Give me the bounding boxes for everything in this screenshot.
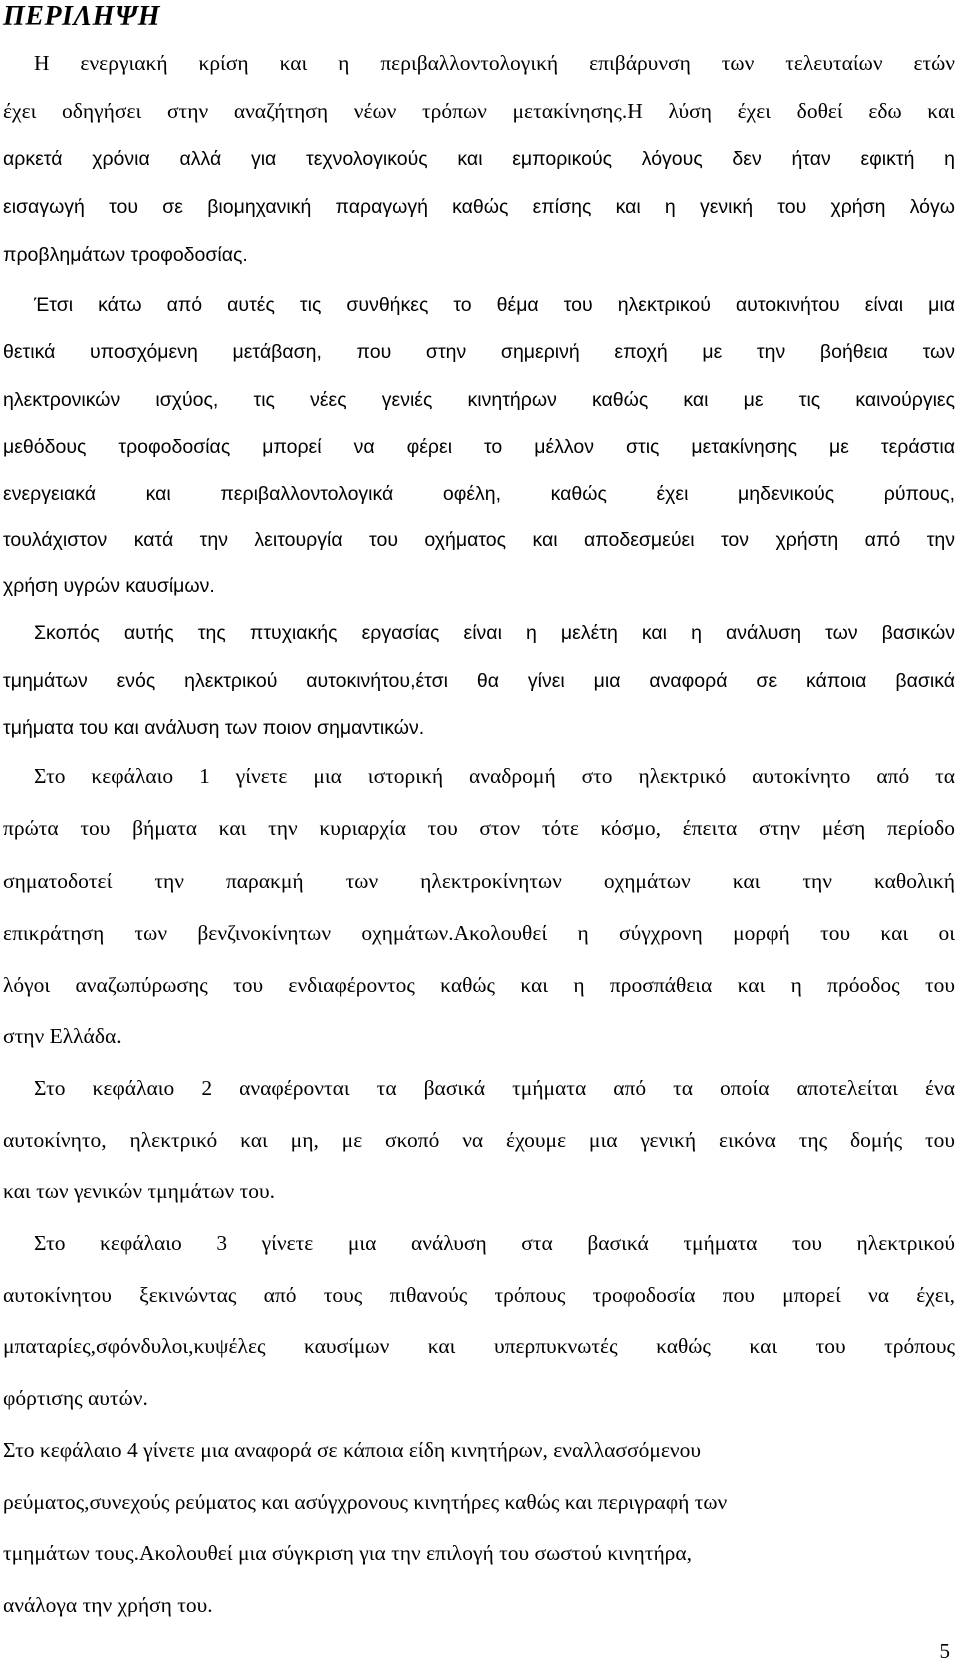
text-line: ενεργειακά και περιβαλλοντολογικά οφέλη, καθώς έχει μηδενικούς ρύπους, [3, 483, 955, 505]
text-line: Στο κεφάλαιο 2 αναφέρονται τα βασικά τμήματα από τα οποία αποτελείται ένα [34, 1076, 955, 1100]
text-line: στην Ελλάδα. [3, 1024, 122, 1048]
text-line: χρήση υγρών καυσίμων. [3, 575, 215, 597]
text-line: Στο κεφάλαιο 1 γίνετε μια ιστορική αναδρομή στο ηλεκτρικό αυτοκίνητο από τα [34, 764, 955, 788]
text-line: αυτοκίνητο, ηλεκτρικό και μη, με σκοπό να έχουμε μια γενική εικόνα της δομής του [3, 1128, 955, 1152]
text-line: τμημάτων ενός ηλεκτρικού αυτοκινήτου,έτσι θα γίνει μια αναφορά σε κάποια βασικά [3, 670, 955, 692]
text-line: ρεύματος,συνεχούς ρεύματος και ασύγχρονους κινητήρες καθώς και περιγραφή των [3, 1490, 728, 1514]
text-line: τουλάχιστον κατά την λειτουργία του οχήματος και αποδεσμεύει τον χρήστη από την [3, 529, 955, 551]
text-line: λόγοι αναζωπύρωσης του ενδιαφέροντος καθώς και η προσπάθεια και η πρόοδος του [3, 973, 955, 997]
text-line: τμήματα του και ανάλυση των ποιον σημαντικών. [3, 717, 425, 739]
text-line: φόρτισης αυτών. [3, 1386, 148, 1410]
text-line: Η ενεργιακή κρίση και η περιβαλλοντολογική επιβάρυνση των τελευταίων ετών [34, 51, 955, 75]
text-line: προβλημάτων τροφοδοσίας. [3, 244, 248, 266]
text-line: πρώτα του βήματα και την κυριαρχία του στον τότε κόσμο, έπειτα στην μέση περίοδο [3, 816, 955, 840]
text-line: Στο κεφάλαιο 4 γίνετε μια αναφορά σε κάποια είδη κινητήρων, εναλλασσόμενου [3, 1438, 701, 1462]
text-line: αρκετά χρόνια αλλά για τεχνολογικούς και εμπορικούς λόγους δεν ήταν εφικτή η [3, 148, 955, 170]
text-line: ηλεκτρονικών ισχύος, τις νέες γενιές κινητήρων καθώς και με τις καινούργιες [3, 389, 955, 411]
text-line: μεθόδους τροφοδοσίας μπορεί να φέρει το μέλλον στις μετακίνησης με τεράστια [3, 436, 955, 458]
page-number: 5 [939, 1639, 950, 1663]
text-line: και των γενικών τμημάτων του. [3, 1179, 276, 1203]
text-line: αυτοκίνητου ξεκινώντας από τους πιθανούς τρόπους τροφοδοσία που μπορεί να έχει, [3, 1283, 955, 1307]
text-line: εισαγωγή του σε βιομηχανική παραγωγή καθώς επίσης και η γενική του χρήση λόγω [3, 196, 955, 218]
text-line: Σκοπός αυτής της πτυχιακής εργασίας είναι η μελέτη και η ανάλυση των βασικών [34, 622, 955, 644]
text-line: έχει οδηγήσει στην αναζήτηση νέων τρόπων μετακίνησης.Η λύση έχει δοθεί εδω και [3, 99, 955, 123]
text-line: Έτσι κάτω από αυτές τις συνθήκες το θέμα του ηλεκτρικού αυτοκινήτου είναι μια [34, 294, 955, 316]
text-line: τμημάτων τους.Ακολουθεί μια σύγκριση για την επιλογή του σωστού κινητήρα, [3, 1541, 693, 1565]
text-line: Στο κεφάλαιο 3 γίνετε μια ανάλυση στα βασικά τμήματα του ηλεκτρικού [34, 1231, 955, 1255]
page-title: ΠΕΡΙΛΗΨΗ [3, 1, 161, 32]
text-line: ανάλογα την χρήση του. [3, 1593, 213, 1617]
text-line: σηματοδοτεί την παρακμή των ηλεκτροκίνητων οχημάτων και την καθολική [3, 869, 955, 893]
text-line: μπαταρίες,σφόνδυλοι,κυψέλες καυσίμων και υπερπυκνωτές καθώς και του τρόπους [3, 1334, 955, 1358]
text-line: επικράτηση των βενζινοκίνητων οχημάτων.Ακολουθεί η σύγχρονη μορφή του και οι [3, 921, 955, 945]
text-line: θετικά υποσχόμενη μετάβαση, που στην σημερινή εποχή με την βοήθεια των [3, 341, 955, 363]
